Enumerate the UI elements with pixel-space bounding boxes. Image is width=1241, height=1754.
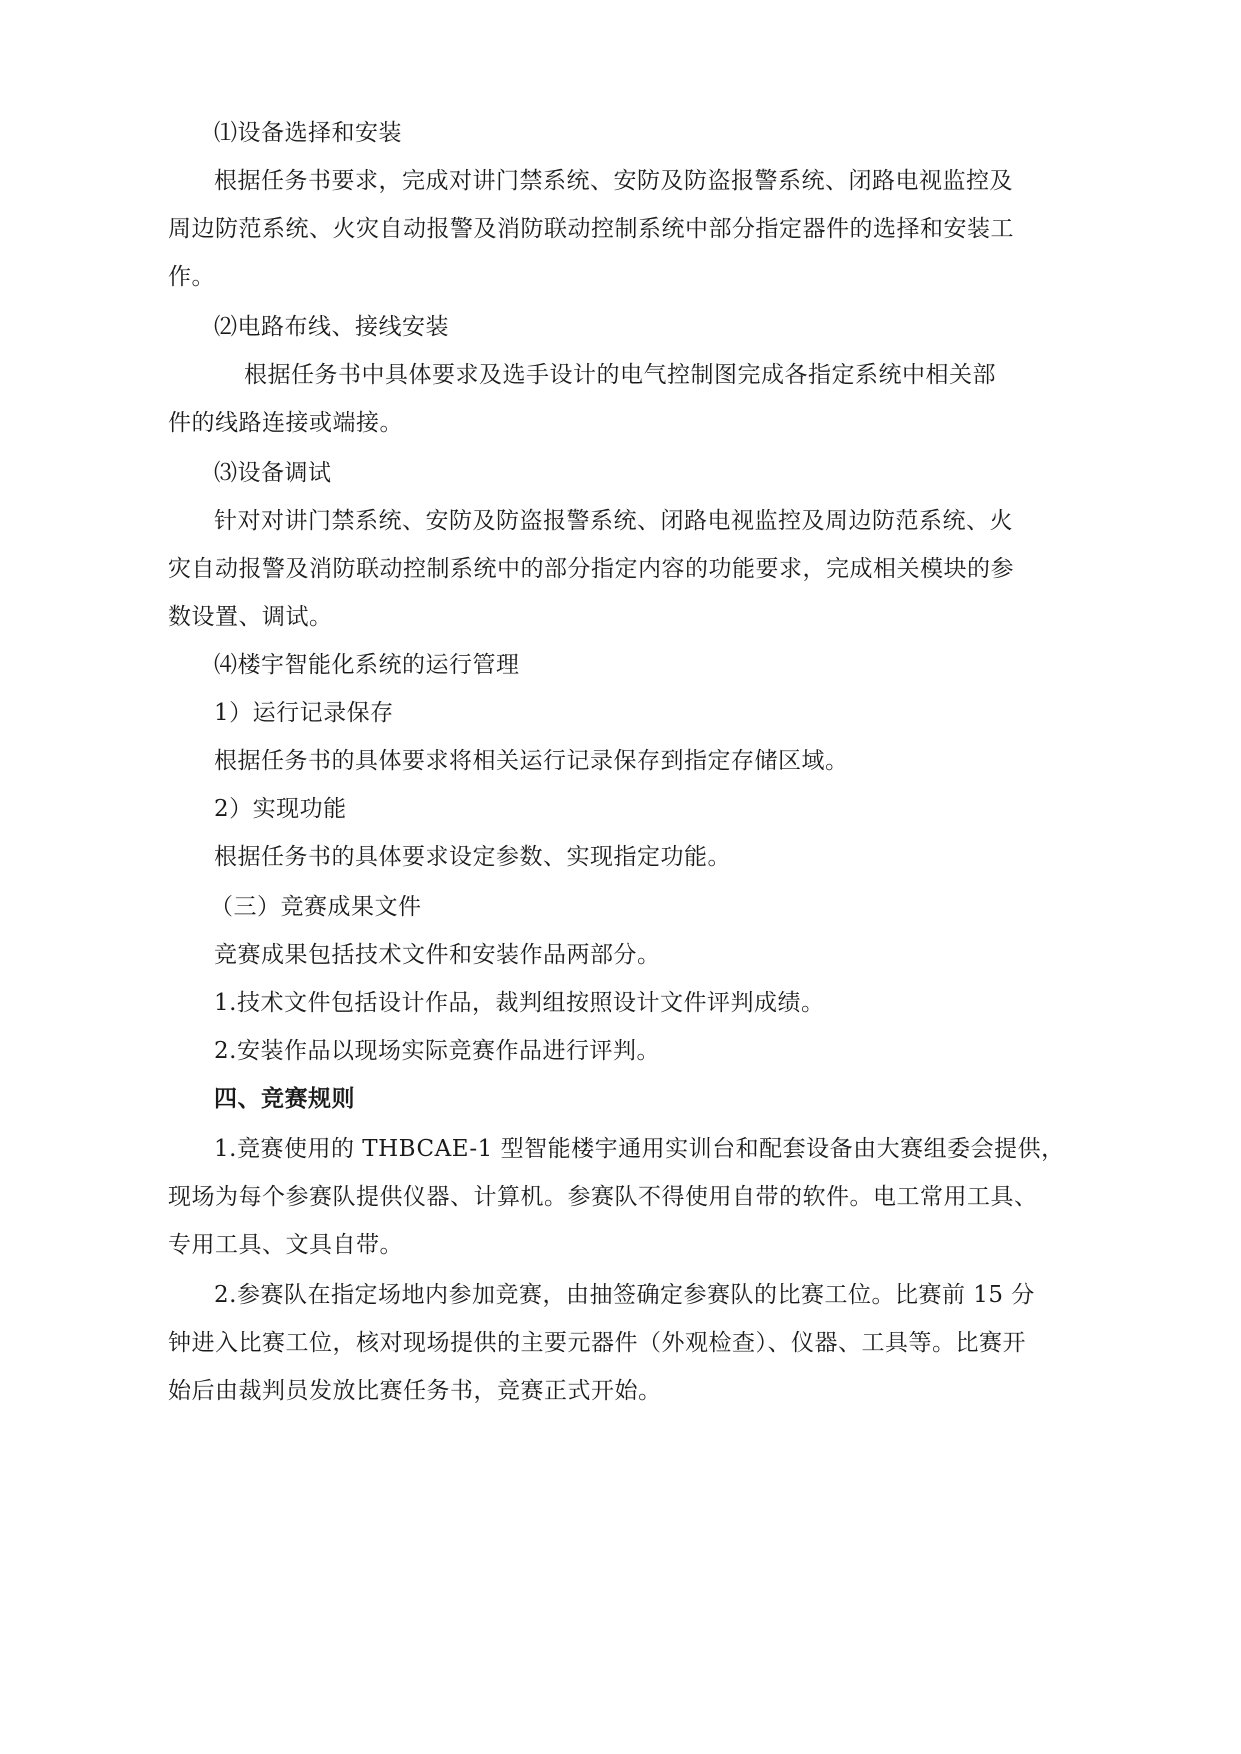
paragraph-line: 竞赛成果包括技术文件和安装作品两部分。 [214,942,661,968]
subsection-heading-4: ⑷楼宇智能化系统的运行管理 [214,652,520,678]
paragraph-line: 件的线路连接或端接。 [168,410,403,436]
paragraph-line: 现场为每个参赛队提供仪器、计算机。参赛队不得使用自带的软件。电工常用工具、 [168,1184,1038,1210]
paragraph-line: 专用工具、文具自带。 [168,1232,403,1258]
paragraph-line: 作。 [168,264,215,290]
subsection-heading-3: ⑶设备调试 [214,460,332,486]
paragraph-line: 针对对讲门禁系统、安防及防盗报警系统、闭路电视监控及周边防范系统、火 [214,508,1013,534]
paragraph-line: 始后由裁判员发放比赛任务书，竞赛正式开始。 [168,1378,662,1404]
paragraph-line: 数设置、调试。 [168,604,333,630]
paragraph-line: 根据任务书的具体要求设定参数、实现指定功能。 [214,844,731,870]
list-item-heading: 2）实现功能 [214,796,347,822]
subsection-heading-1: ⑴设备选择和安装 [214,120,402,146]
paragraph-line: 2.参赛队在指定场地内参加竞赛，由抽签确定参赛队的比赛工位。比赛前 15 分 [214,1282,1035,1308]
paragraph-line: 1.技术文件包括设计作品，裁判组按照设计文件评判成绩。 [214,990,825,1016]
paragraph-line: 周边防范系统、火灾自动报警及消防联动控制系统中部分指定器件的选择和安装工 [168,216,1014,242]
section-heading-results: （三）竞赛成果文件 [210,894,422,920]
paragraph-line: 根据任务书中具体要求及选手设计的电气控制图完成各指定系统中相关部 [244,362,996,388]
paragraph-line: 灾自动报警及消防联动控制系统中的部分指定内容的功能要求，完成相关模块的参 [168,556,1014,582]
section-heading-rules: 四、竞赛规则 [214,1085,355,1112]
paragraph-line: 根据任务书要求，完成对讲门禁系统、安防及防盗报警系统、闭路电视监控及 [214,168,1013,194]
paragraph-line: 钟进入比赛工位，核对现场提供的主要元器件（外观检查）、仪器、工具等。比赛开 [168,1330,1026,1356]
paragraph-line: 1.竞赛使用的 THBCAE-1 型智能楼宇通用实训台和配套设备由大赛组委会提供， [214,1136,1065,1162]
paragraph-line: 根据任务书的具体要求将相关运行记录保存到指定存储区域。 [214,748,849,774]
list-item-heading: 1）运行记录保存 [214,700,394,726]
subsection-heading-2: ⑵电路布线、接线安装 [214,314,449,340]
paragraph-line: 2.安装作品以现场实际竞赛作品进行评判。 [214,1038,660,1064]
